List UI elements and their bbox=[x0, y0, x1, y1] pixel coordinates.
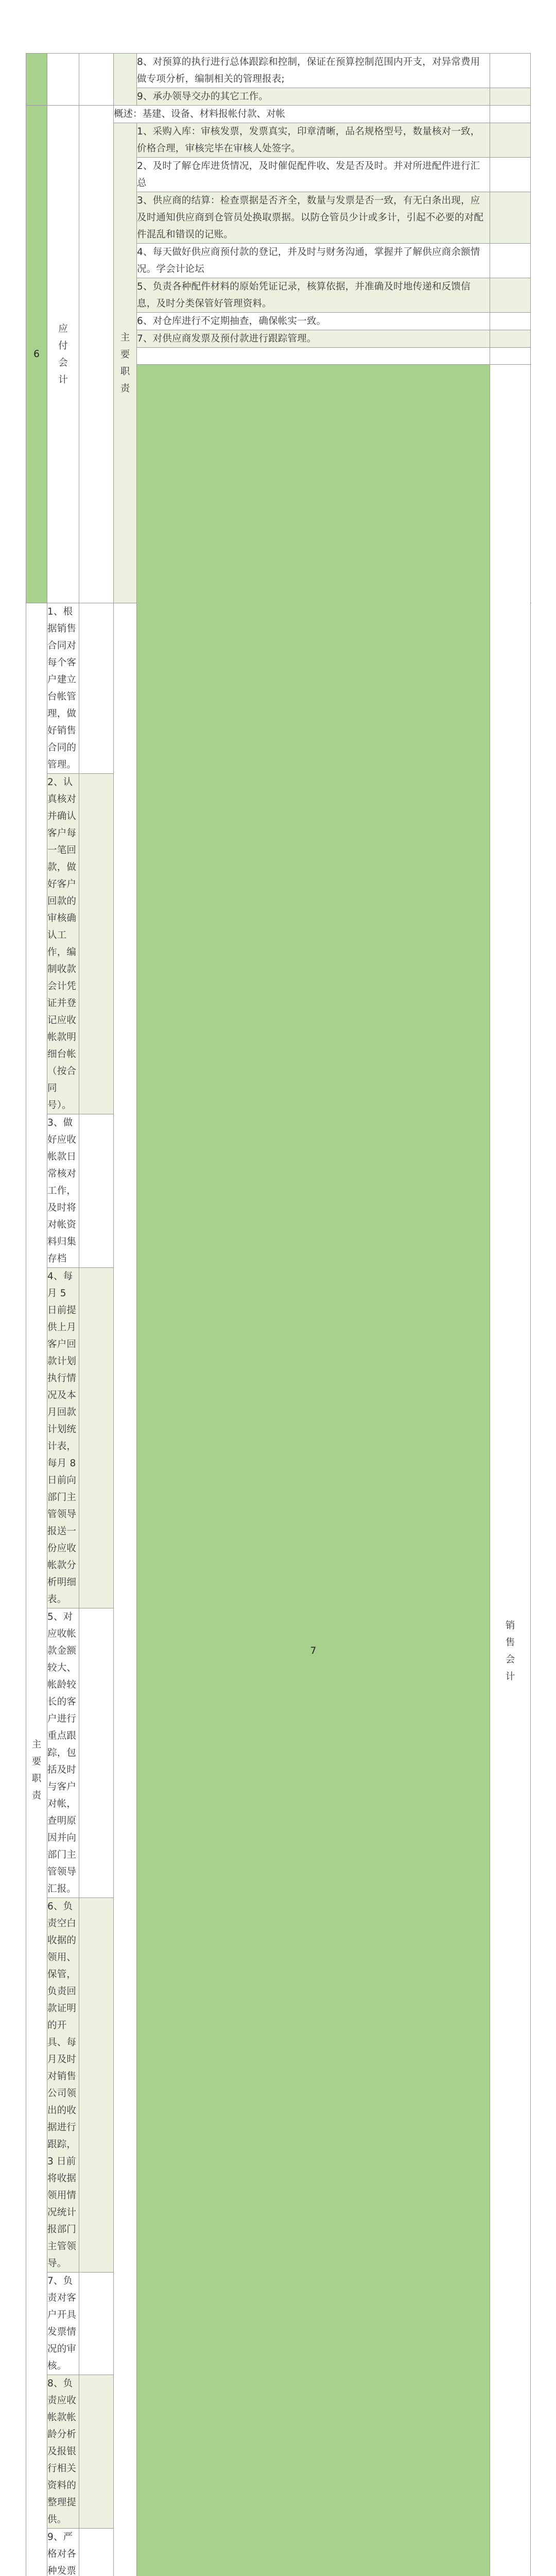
remark-cell bbox=[490, 330, 531, 348]
remark-cell bbox=[490, 192, 531, 244]
duty-label-text: 主要职责 bbox=[32, 1736, 42, 1804]
duty-item: 6、负责空白收据的领用、保管，负责回款证明的开具、每月及时对销售公司领出的收据进行跟踪，3 日前将收据领用情况统计报部门主管领导。 bbox=[47, 1898, 79, 2273]
remark-cell bbox=[79, 2529, 114, 2576]
remark-cell bbox=[490, 278, 531, 313]
duty-item: 3、供应商的结算：检查票据是否齐全，数量与发票是否一致，有无白条出现，应及时通知供应商到仓管员处换取票据。以防仓管员少计或多计，引起不必要的对配件混乱和错误的记账。 bbox=[137, 192, 490, 244]
duty-item: 4、每天做好供应商预付款的登记，并及时与财务沟通，掌握并了解供应商余额情况。学会计论坛 bbox=[137, 244, 490, 278]
remark-cell bbox=[79, 774, 114, 1114]
duty-label-text: 主要职责 bbox=[120, 329, 130, 397]
row-number: 6 bbox=[26, 106, 47, 603]
remark-cell bbox=[79, 1608, 114, 1898]
duty-item: 2、及时了解仓库进货情况，及时催促配件收、发是否及时。并对所进配件进行汇总 bbox=[137, 158, 490, 192]
duty-item: 8、对预算的执行进行总体跟踪和控制，保证在预算控制范围内开支，对异常费用做专项分析，编制相关的管理报表; bbox=[137, 54, 490, 88]
remark-cell bbox=[490, 54, 531, 88]
duty-item: 5、对应收帐款金额较大、帐龄较长的客户进行重点跟踪，包括及时与客户对帐，查明原因并向部门主管领导汇报。 bbox=[47, 1608, 79, 1898]
remark-cell bbox=[79, 603, 114, 774]
duty-label bbox=[114, 123, 137, 603]
blank-cell bbox=[79, 54, 114, 106]
duty-table bbox=[26, 53, 531, 2576]
remark-cell bbox=[490, 348, 531, 365]
remark-cell bbox=[490, 88, 531, 106]
remark-cell bbox=[490, 158, 531, 192]
duty-label bbox=[26, 603, 47, 2576]
duty-item: 7、对供应商发票及预付款进行跟踪管理。 bbox=[137, 330, 490, 348]
role-title-text: 应付会计 bbox=[58, 320, 68, 388]
duty-item: 3、做好应收帐款日常核对工作，及时将对帐资料归集存档 bbox=[47, 1114, 79, 1268]
duty-item: 2、认真核对并确认客户每一笔回款，做好客户回款的审核确认工作，编制收款会计凭证并登记应收帐款明细台帐（按合同号）。 bbox=[47, 774, 79, 1114]
overview-text: 概述：基建、设备、材料报帐付款、对帐 bbox=[114, 106, 490, 123]
duty-item: 9、承办领导交办的其它工作。 bbox=[137, 88, 490, 106]
role-cell bbox=[47, 54, 79, 106]
duty-item: 9、严格对各种发票 bbox=[47, 2529, 79, 2576]
duty-item: 5、负责各种配件材料的原始凭证记录，核算依据，并准确及时地传递和反馈信息，及时分类保管好管理资料。 bbox=[137, 278, 490, 313]
remark-cell bbox=[79, 1114, 114, 1268]
table-row bbox=[26, 106, 531, 123]
remark-cell bbox=[490, 244, 531, 278]
duty-item: 1、采购入库：审核发票，发票真实，印章清晰，品名规格型号，数量核对一致，价格合理，审核完毕在审核人处签字。 bbox=[137, 123, 490, 158]
duty-item: 1、根据销售合同对每个客户建立台帐管理，做好销售合同的管理。 bbox=[47, 603, 79, 774]
role-title bbox=[47, 106, 79, 603]
row-number: 7 bbox=[137, 365, 490, 2576]
row-number-cell bbox=[26, 54, 47, 106]
role-title-text: 销售会计 bbox=[506, 1617, 515, 1685]
table-row bbox=[26, 54, 531, 88]
remark-cell bbox=[79, 2375, 114, 2529]
duty-item: 7、负责对客户开具发票情况的审核。 bbox=[47, 2273, 79, 2375]
duty-item: 4、每月 5 日前提供上月客户回款计划执行情况及本月回款计划统计表，每月 8 日前向部门主管领导报送一份应收帐款分析明细表。 bbox=[47, 1268, 79, 1608]
duty-item bbox=[137, 348, 490, 365]
remark-cell bbox=[79, 2273, 114, 2375]
duty-label-cell bbox=[114, 54, 137, 106]
remark-cell bbox=[79, 1898, 114, 2273]
duty-item: 6、对仓库进行不定期抽查，确保帐实一致。 bbox=[137, 313, 490, 330]
blank-cell bbox=[79, 106, 114, 603]
duty-item: 8、负责应收帐款帐龄分析及报银行相关资料的整理提供。 bbox=[47, 2375, 79, 2529]
role-title bbox=[490, 365, 531, 2576]
remark-cell bbox=[490, 313, 531, 330]
remark-cell bbox=[79, 1268, 114, 1608]
remark-cell bbox=[490, 123, 531, 158]
remark-cell bbox=[490, 106, 531, 123]
